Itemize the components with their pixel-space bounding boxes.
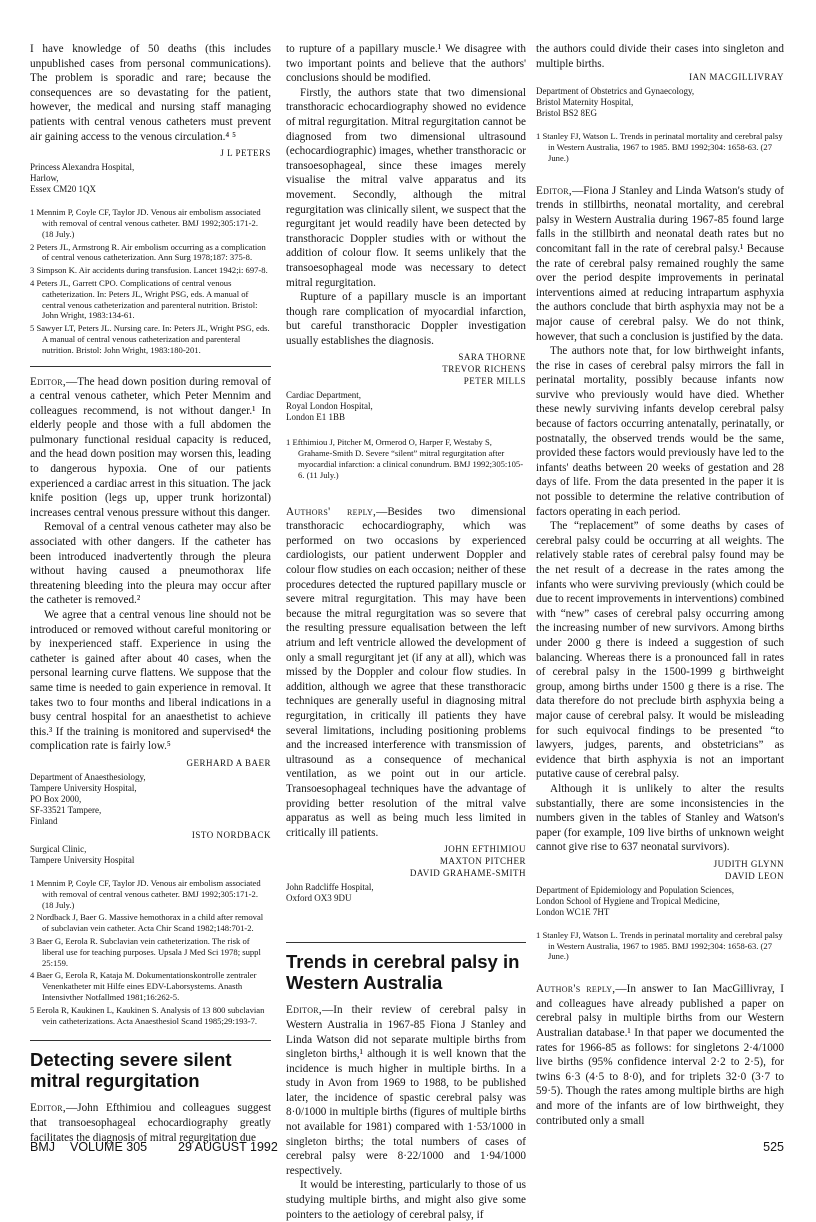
author-signature: DAVID GRAHAME-SMITH xyxy=(409,868,526,879)
affiliation-line: Surgical Clinic, xyxy=(30,843,87,854)
author-affiliation xyxy=(30,162,271,195)
reference-item: 3 Simpson K. Air accidents during transfusion. Lancet 1942;i: 697-8. xyxy=(30,265,268,276)
reference-item: 4 Peters JL, Garrett CPO. Complications of central venous catheterization. In: Peters JL, Wright PSG, eds. A manual of central venous catheterization and parenteral nutrition. Bristol: John Wright, 1983:134-61. xyxy=(30,277,258,321)
letter-text xyxy=(30,375,271,521)
letter-lead: Editor, xyxy=(286,1004,323,1017)
affiliation-line: Bristol Maternity Hospital, xyxy=(536,97,634,108)
letter-lead: Editor, xyxy=(536,184,573,197)
affiliation-line: Bristol BS2 8EG xyxy=(536,108,598,119)
author-affiliation xyxy=(286,390,526,423)
letter-text xyxy=(536,184,784,345)
author-affiliation xyxy=(536,885,784,918)
letter-paragraph: The authors note that, for low birthweight infants, the rise in cases of cerebral palsy mirrors the fall in perinatal mortality, possibly because infants now survive who previously would have died. Whether these newly surviving infants develop cerebral palsy because of factors occurring antenatally, perinatally, or postnatally, the observed trends would be the same, provided these factors would previously have led to the infants' deaths between 20 weeks of gestation and 28 days of life. From the data presented in the paper it is not possible to determine the relative contribution of factors operating in each period. xyxy=(536,345,784,518)
reference-list xyxy=(30,207,271,355)
reference-item: 2 Nordback J, Baer G. Massive hemothorax in a child after removal of subclavian vein catheter. Acta Chir Scand 1982;148:701-2. xyxy=(30,912,264,934)
section-divider xyxy=(286,942,526,943)
column-right xyxy=(536,42,784,1128)
section-heading: Trends in cerebral palsy in Western Australia xyxy=(286,951,520,994)
letter-paragraph: Removal of a central venous catheter may also be associated with other dangers. If the catheter has been introduced inadvertently through the pleura without having caused a pneumothorax life threatening bleeding into the pleura may occur after the catheter is removed.² xyxy=(30,521,271,607)
reference-item: 1 Stanley FJ, Watson L. Trends in perinatal mortality and cerebral palsy in Western Australia, 1967 to 1985. BMJ 1992;304: 1658-63. (27 June.) xyxy=(536,131,783,163)
letter-paragraph: Rupture of a papillary muscle is an important though rare complication of myocardial infarction, but careful transthoracic Doppler investigation usually establishes the diagnosis. xyxy=(286,291,526,347)
affiliation-line: Tampere University Hospital, xyxy=(30,782,137,793)
author-signature: MAXTON PITCHER xyxy=(439,856,526,867)
affiliation-line: Oxford OX3 9DU xyxy=(286,893,352,904)
reference-item: 5 Eerola R, Kaukinen L, Kaukinen S. Analysis of 13 800 subclavian vein catheterizations. Acta Anaesthesiol Scand 1985;29:193-7. xyxy=(30,1004,265,1026)
letter-paragraph: Although it is unlikely to alter the results substantially, there are some inconsistencies in the numbers given in the tables of Stanley and Watson's paper (for example, 109 live births of unknown weight cannot give rise to 637 neonatal survivors). xyxy=(536,782,784,854)
letter-paragraph: —John Efthimiou and colleagues suggest that transoesophageal echocardiography greatly facilitates the diagnosis of mitral regurgitation due xyxy=(30,1102,271,1144)
affiliation-line: Tampere University Hospital xyxy=(30,854,135,865)
affiliation-line: Essex CM20 1QX xyxy=(30,184,97,195)
letter-paragraph: We agree that a central venous line should not be introduced or removed without careful monitoring or by inexperienced staff. Experience in using the catheter is gained after about 40 cases, when the personal learning curve flattens. We suppose that the same time is needed to gain experience in removal. It takes two to four months and liberal indications in a busy central hospital for an anaesthetist to achieve this.³ If the training is monitored and supervised⁴ the complication rate is fairly low.⁵ xyxy=(30,609,271,753)
journal-volume: VOLUME 305 xyxy=(70,1140,148,1154)
letter-lead: Editor, xyxy=(30,375,67,388)
affiliation-line: Princess Alexandra Hospital, xyxy=(30,162,135,173)
letter-text xyxy=(30,1101,271,1145)
author-signature: JOHN EFTHIMIOU xyxy=(444,844,526,855)
letter-paragraph: —The head down position during removal of a central venous catheter, which Peter Mennim and colleagues recommend, is not without danger.¹ In elderly people and those with a full abdomen the pulmonary functional residual capacity is reduced, and the head down position may worsen this, leading to dangerous hypoxia. One of our patients experienced a cardiac arrest in this situation. The jack knife position (legs up, upper trunk horizontal) increases central venous pressure without this danger. xyxy=(30,375,271,519)
column-left xyxy=(30,42,271,1145)
letter-paragraph: to rupture of a papillary muscle.¹ We disagree with two important points and believe that the authors' conclusions should be modified. xyxy=(286,43,526,85)
affiliation-line: London E1 1BB xyxy=(286,412,346,423)
reference-item: 1 Mennim P, Coyle CF, Taylor JD. Venous air embolism associated with removal of central venous catheter. BMJ 1992;305:171-2. (18 July.) xyxy=(30,877,261,910)
letter-lead: Author's reply, xyxy=(536,983,616,996)
letter-paragraph: —Besides two dimensional transthoracic echocardiography, which was performed on two occasions by experienced cardiologists, our patient underwent Doppler and colour flow studies on each occasion; neither of these procedures detected the ruptured papillary muscle or severe mitral regurgitation. This may have been because the mitral regurgitation was so severe that the resulting pressure equalisation between the left atrium and left ventricle allowed the development of only a small regurgitant jet (if any at all), which was missed by the Doppler and colour flow studies. In addition, although we agree that these transthoracic techniques are generally useful in diagnosing mitral regurgitation, in critically ill patients they have several limitations, including positioning problems and the increased interference with transmission of ultrasound as a consequence of mechanical ventilation, as we point out in our article. Transoesophageal techniques have the advantage of providing better resolution of the mitral valve apparatus as well as being much less limited in critically ill patients. xyxy=(286,505,526,839)
letter-text xyxy=(536,982,784,1128)
letter-text xyxy=(286,1003,526,1178)
affiliation-line: Harlow, xyxy=(30,173,59,184)
reference-item: 3 Baer G, Eerola R. Subclavian vein catheterization. The risk of liberal use for teaching purposes. Upsala J Med Sci 1978; suppl 25:159. xyxy=(30,935,261,968)
reference-list xyxy=(30,878,271,1026)
author-signature: GERHARD A BAER xyxy=(186,757,271,768)
affiliation-line: PO Box 2000, xyxy=(30,793,82,804)
author-affiliation xyxy=(286,882,526,904)
affiliation-line: John Radcliffe Hospital, xyxy=(286,882,374,893)
author-affiliation xyxy=(30,772,271,827)
author-signature: J L PETERS xyxy=(220,148,271,159)
author-signature: TREVOR RICHENS xyxy=(442,364,526,375)
affiliation-line: Cardiac Department, xyxy=(286,390,361,401)
author-signature-block xyxy=(536,858,784,882)
author-signature: IAN MACGILLIVRAY xyxy=(689,72,784,83)
author-signature: SARA THORNE xyxy=(458,352,526,363)
affiliation-line: Department of Epidemiology and Population Sciences, xyxy=(536,884,734,895)
reference-item: 4 Baer G, Eerola R, Kataja M. Dokumentationskontrolle zentraler Venenkatheter mit Hilfe eines EDV-Laborsystems. Anasth Intensivther Notfallmed 1981;16:262-5. xyxy=(30,970,257,1002)
affiliation-line: Royal London Hospital, xyxy=(286,401,373,412)
author-signature: JUDITH GLYNN xyxy=(713,858,784,869)
reference-list xyxy=(536,131,784,163)
letter-paragraph: Firstly, the authors state that two dimensional transthoracic echocardiography showed no evidence of mitral regurgitation. Mitral regurgitation cannot be diagnosed from two dimensional ultrasound (echocardiographic) images, whether transthoracic or transoesophageal, since these images merely visualise the mitral valve apparatus and its movement. Secondly, although the mitral regurgitation was clinically silent, we suspect that the regurgitant jet would readily have been detected by transthoracic Doppler studies with or without the addition of colour flow. It seems unlikely that the transoesophageal mode was necessary to detect mitral regurgitation. xyxy=(286,86,526,289)
affiliation-line: Department of Obstetrics and Gynaecology, xyxy=(536,86,695,97)
affiliation-line: SF-33521 Tampere, xyxy=(30,804,102,815)
letter-paragraph: the authors could divide their cases into singleton and multiple births. xyxy=(536,43,784,70)
author-signature: PETER MILLS xyxy=(463,376,526,387)
journal-name: BMJ xyxy=(30,1140,55,1154)
letter-text xyxy=(286,505,526,841)
reference-item: 1 Mennim P, Coyle CF, Taylor JD. Venous air embolism associated with removal of central venous catheter. BMJ 1992;305:171-2. (18 July.) xyxy=(30,207,261,239)
affiliation-line: Finland xyxy=(30,815,58,826)
author-signature: DAVID LEON xyxy=(724,870,784,881)
reference-item: 2 Peters JL, Armstrong R. Air embolism occurring as a complication of central venous catheterization. Ann Surg 1978;187: 375-8. xyxy=(30,241,266,263)
section-divider xyxy=(30,366,271,367)
column-middle xyxy=(286,42,526,1222)
reference-list xyxy=(286,437,526,480)
letter-paragraph: —Fiona J Stanley and Linda Watson's study of trends in stillbirths, neonatal mortality, and cerebral palsy in Western Australia during 1967-85 found large falls in the stillbirth and neonatal death rates but no concomitant fall in the rate of cerebral palsy.¹ Because the rate of cerebral palsy remained roughly the same over the period despite improvements in perinatal interventions aimed at reducing intrapartum asphyxia the authors conclude that birth asphyxia may not be a major cause of cerebral palsy. We do not think, however, that such a conclusion is justified by the data. xyxy=(536,184,784,343)
author-affiliation xyxy=(30,844,271,866)
author-signature-block xyxy=(286,351,526,387)
letter-text: I have knowledge of 50 deaths (this includes unpublished cases from personal communications). The problem is sporadic and rare; because the consequences are so devastating for the patient, however, the medical and nursing staff managing patients with central venous catheters must prevent air gaining access to the venous circulation.⁴ ⁵ xyxy=(30,43,271,143)
author-affiliation xyxy=(536,86,784,119)
author-signature: ISTO NORDBACK xyxy=(191,829,271,840)
reference-item: 1 Efthimiou J, Pitcher M, Ormerod O, Harper F, Westaby S, Grahame-Smith D. Severe “silent” mitral regurgitation after myocardial infarction: a clinical conundrum. BMJ 1992;305:105-6. (11 July.) xyxy=(286,437,524,480)
letter-lead: Authors' reply, xyxy=(286,505,377,518)
letter-paragraph: —In answer to Ian MacGillivray, I and colleagues have already published a paper on cerebral palsy in multiple births from our Western Australian database.¹ In that paper we documented the rates for 1966-85 as follows: for singletons 2·4/1000 live births (95% confidence interval 2·2 to 2·5), for twins 6·3 (4·5 to 8·0), and for triplets 32·0 (3·7 to 59·5). Though the rates among multiple births are high and more of the infants are of low birthweight, they contributed only a small xyxy=(536,983,784,1127)
reference-item: 5 Sawyer LT, Peters JL. Nursing care. In: Peters JL, Wright PSG, eds. A manual of central venous catheterization and parenteral nutrition. Bristol: John Wright, 1983:180-201. xyxy=(30,323,270,355)
page-number: 525 xyxy=(763,1140,784,1154)
issue-date: 29 AUGUST 1992 xyxy=(178,1140,278,1154)
section-heading: Detecting severe silent mitral regurgitation xyxy=(30,1049,232,1092)
letter-lead: Editor, xyxy=(30,1102,67,1115)
letter-paragraph: It would be interesting, particularly to those of us studying multiple births, and might also give some pointers to the aetiology of cerebral palsy, if xyxy=(286,1179,526,1221)
letter-paragraph: The “replacement” of some deaths by cases of cerebral palsy could be occurring at all weights. The relatively stable rates of cerebral palsy found may be the net result of a decrease in the rates among the infants who were surviving previously (which could be due to recent improvements in interventions) combined with “new” cases of cerebral palsy occurring among the increasing number of new survivors. Among births under 2000 g there is indeed a suggestion of such balancing. Whereas there is a pronounced fall in rates of cerebral palsy in the 1500-1999 g birthweight group, among births under 1500 g there is a rise. The data therefore do not preclude birth asphyxia being a major cause of cerebral palsy. It would be misleading for such equivocal findings to be presented “to lawyers, judges, parents, and obstetricians” as evidence that birth asphyxia is not an important putative cause of cerebral palsy. xyxy=(536,520,784,781)
letter-paragraph: —In their review of cerebral palsy in Western Australia in 1967-85 Fiona J Stanley and Linda Watson did not separate multiple births from singleton births,¹ although it is well known that the incidence is much higher in multiple births. In a study in Avon from 1969 to 1988, to be published later, the incidence of spastic cerebral palsy was 8·0/1000 in multiple births (figures of multiple births not available for 1981) compared with 1·53/1000 in singleton births; the total numbers of cases of cerebral palsy were 8·22/1000 and 1·94/1000 respectively. xyxy=(286,1004,526,1177)
affiliation-line: London School of Hygiene and Tropical Medicine, xyxy=(536,895,720,906)
affiliation-line: London WC1E 7HT xyxy=(536,906,610,917)
affiliation-line: Department of Anaesthesiology, xyxy=(30,771,146,782)
section-divider xyxy=(30,1040,271,1041)
author-signature-block xyxy=(286,843,526,879)
reference-item: 1 Stanley FJ, Watson L. Trends in perinatal mortality and cerebral palsy in Western Australia, 1967 to 1985. BMJ 1992;304: 1658-63. (27 June.) xyxy=(536,929,783,962)
reference-list xyxy=(536,930,784,962)
